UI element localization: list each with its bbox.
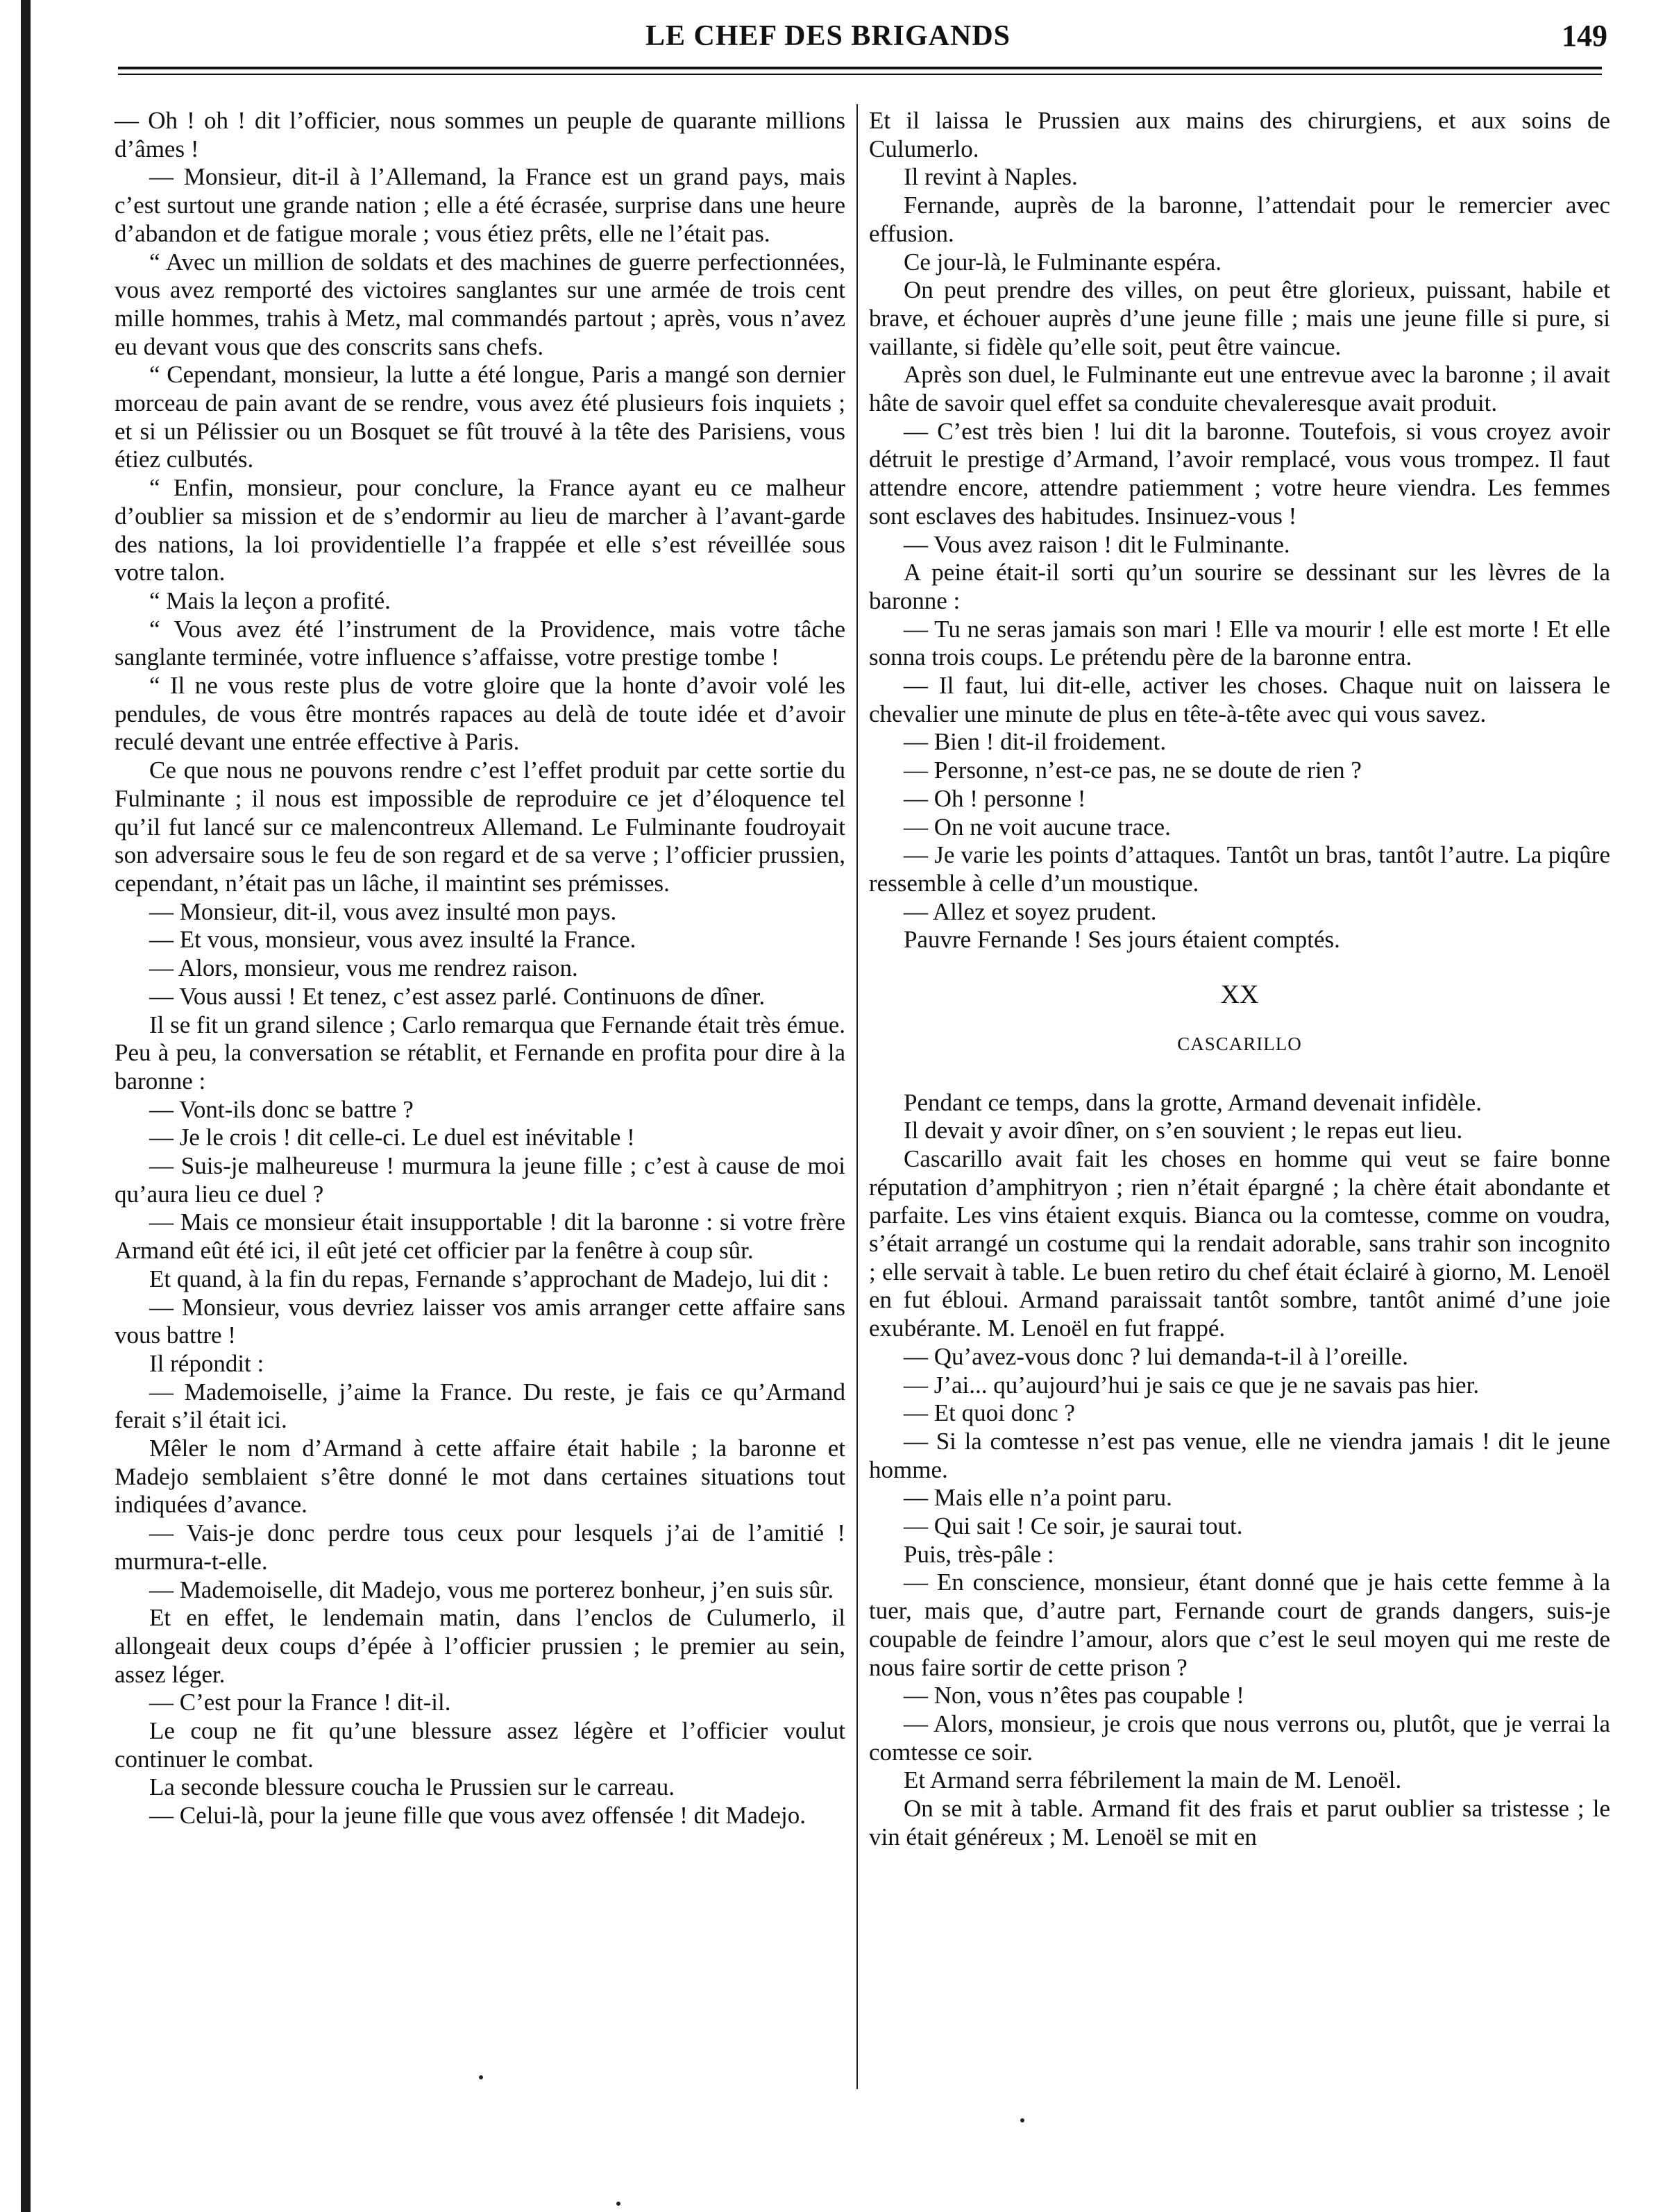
paragraph: — Qu’avez-vous donc ? lui demanda-t-il à l’oreille. <box>904 1342 1408 1370</box>
paragraph: Il répondit : <box>149 1349 264 1377</box>
paragraph: — En conscience, monsieur, étant donné que je hais cette femme à la tuer, mais que, d’autre part, Fernande court de grands dangers, suis-je coupable de feindre l’amour, alors que c’est le seul moyen qui me reste de nous faire sortir de cette prison ? <box>869 1569 1610 1681</box>
chapter-number: XX <box>1220 980 1259 1010</box>
paragraph: — Celui-là, pour la jeune fille que vous avez offensée ! dit Madejo. <box>149 1802 806 1830</box>
paragraph: — Mais elle n’a point paru. <box>904 1484 1172 1512</box>
paragraph: Pendant ce temps, dans la grotte, Armand devenait infidèle. <box>904 1088 1482 1116</box>
paragraph: Cascarillo avait fait les choses en homme qui veut se faire bonne réputation d’amphitryon ; rien n’était épargné ; la chère était abondante et parfaite. Les vins étaient exquis. Bianca ou la comtesse, comme on voudra, s’était arrangé un costume qui la rendait adorable, sans trahir son incognito ; elle servait à table. Le buen retiro du chef était éclairé à giorno, M. Lenoël en fut ébloui. Armand paraissait tantôt sombre, tantôt animé d’une joie exubérante. M. Lenoël en fut frappé. <box>869 1145 1610 1342</box>
paragraph: — Allez et soyez prudent. <box>904 897 1157 925</box>
paragraph: Le coup ne fit qu’une blessure assez légère et l’officier voulut continuer le combat. <box>115 1717 845 1773</box>
column-divider <box>856 104 858 2089</box>
paragraph: — Monsieur, dit-il, vous avez insulté mon pays. <box>149 897 617 925</box>
paragraph: Il devait y avoir dîner, on s’en souvient ; le repas eut lieu. <box>904 1117 1463 1145</box>
paragraph: — Monsieur, dit-il à l’Allemand, la France est un grand pays, mais c’est surtout une grande nation ; elle a été écrasée, surprise dans une heure d’abandon et de fatigue morale ; vous étiez prêts, elle ne l’était pas. <box>115 163 845 247</box>
left-column <box>115 107 845 1830</box>
header-rule <box>118 67 1602 69</box>
paragraph: On se mit à table. Armand fit des frais et parut oublier sa tristesse ; le vin était généreux ; M. Lenoël se mit en <box>869 1795 1610 1850</box>
right-column <box>869 107 1610 1851</box>
paragraph: “ Il ne vous reste plus de votre gloire que la honte d’avoir volé les pendules, de vous être montrés rapaces au delà de toute idée et d’avoir reculé devant une entrée effective à Paris. <box>115 672 845 756</box>
paragraph: — Alors, monsieur, vous me rendrez raison. <box>149 954 578 982</box>
paragraph: — Il faut, lui dit-elle, activer les choses. Chaque nuit on laissera le chevalier une minute de plus en tête-à-tête avec qui vous savez. <box>869 672 1610 727</box>
paragraph: Et il laissa le Prussien aux mains des chirurgiens, et aux soins de Culumerlo. <box>869 107 1610 162</box>
paragraph: — C’est pour la France ! dit-il. <box>149 1689 451 1716</box>
paragraph: Il se fit un grand silence ; Carlo remarqua que Fernande était très émue. Peu à peu, la conversation se rétablit, et Fernande en profita pour dire à la baronne : <box>115 1011 845 1095</box>
paragraph: Après son duel, le Fulminante eut une entrevue avec la baronne ; il avait hâte de savoir quel effet sa conduite chevaleresque avait produit. <box>869 361 1610 417</box>
paragraph: Il revint à Naples. <box>904 163 1078 191</box>
paragraph: Et quand, à la fin du repas, Fernande s’approchant de Madejo, lui dit : <box>149 1265 829 1292</box>
paragraph: Mêler le nom d’Armand à cette affaire était habile ; la baronne et Madejo semblaient s’être donné le mot dans certaines situations tout indiquées d’avance. <box>115 1435 845 1519</box>
paragraph: — Tu ne seras jamais son mari ! Elle va mourir ! elle est morte ! Et elle sonna trois coups. Le prétendu père de la baronne entra. <box>869 615 1610 671</box>
ink-speck <box>479 2075 483 2079</box>
paragraph: Fernande, auprès de la baronne, l’attendait pour le remercier avec effusion. <box>869 192 1610 247</box>
paragraph: — Vous aussi ! Et tenez, c’est assez parlé. Continuons de dîner. <box>149 982 766 1010</box>
paragraph: — Alors, monsieur, je crois que nous verrons ou, plutôt, que je verrai la comtesse ce soir. <box>869 1709 1610 1766</box>
paragraph: — On ne voit aucune trace. <box>904 813 1171 841</box>
paragraph: — Et quoi donc ? <box>904 1399 1075 1427</box>
running-header-title: LE CHEF DES BRIGANDS <box>645 20 1011 52</box>
paragraph: “ Vous avez été l’instrument de la Providence, mais votre tâche sanglante terminée, votre influence s’affaisse, votre prestige tombe ! <box>115 615 845 671</box>
paragraph: — Vont-ils donc se battre ? <box>149 1095 414 1123</box>
paragraph: — Mademoiselle, dit Madejo, vous me porterez bonheur, j’en suis sûr. <box>149 1576 834 1603</box>
paragraph: — Monsieur, vous devriez laisser vos amis arranger cette affaire sans vous battre ! <box>115 1293 845 1349</box>
page-number: 149 <box>1562 19 1607 53</box>
ink-speck <box>616 2202 620 2206</box>
paragraph: Et en effet, le lendemain matin, dans l’enclos de Culumerlo, il allongeait deux coups d’épée à l’officier prussien ; le premier au sein, assez léger. <box>115 1604 845 1688</box>
paragraph: — C’est très bien ! lui dit la baronne. Toutefois, si vous croyez avoir détruit le prestige d’Armand, l’avoir remplacé, vous vous trompez. Il faut attendre encore, attendre patiemment ; votre heure viendra. Les femmes sont esclaves des habitudes. Insinuez-vous ! <box>869 417 1610 530</box>
paragraph: “ Mais la leçon a profité. <box>149 586 391 614</box>
paragraph: — Et vous, monsieur, vous avez insulté la France. <box>149 926 636 954</box>
paragraph: — Suis-je malheureuse ! murmura la jeune fille ; c’est à cause de moi qu’aura lieu ce duel ? <box>115 1152 845 1208</box>
paragraph: — Vous avez raison ! dit le Fulminante. <box>904 530 1290 558</box>
paragraph: “ Avec un million de soldats et des machines de guerre perfectionnées, vous avez remporté des victoires sanglantes sur une armée de trois cent mille hommes, trahis à Metz, mal commandés partout ; après, vous n’avez eu devant vous que des conscrits sans chefs. <box>115 248 845 360</box>
paragraph: — Mademoiselle, j’aime la France. Du reste, je fais ce qu’Armand ferait s’il était ici. <box>115 1378 845 1434</box>
paragraph: — Mais ce monsieur était insupportable ! dit la baronne : si votre frère Armand eût été ici, il eût jeté cet officier par la fenêtre à coup sûr. <box>115 1208 845 1265</box>
paragraph: — Bien ! dit-il froidement. <box>904 728 1167 756</box>
paragraph: Ce jour-là, le Fulminante espéra. <box>904 248 1222 276</box>
chapter-title: CASCARILLO <box>1177 1033 1302 1054</box>
paragraph: — Vais-je donc perdre tous ceux pour lesquels j’ai de l’amitié ! murmura-t-elle. <box>115 1519 845 1575</box>
paragraph: Puis, très-pâle : <box>904 1540 1054 1568</box>
header-rule-thin <box>118 74 1602 75</box>
paragraph: “ Enfin, monsieur, pour conclure, la France ayant eu ce malheur d’oublier sa mission et de s’endormir au lieu de marcher à l’avant-garde des nations, la loi providentielle l’a frappée et elle s’est réveillée sous votre talon. <box>115 474 845 586</box>
paragraph: — Je varie les points d’attaques. Tantôt un bras, tantôt l’autre. La piqûre ressemble à celle d’un moustique. <box>869 841 1610 897</box>
paragraph: — Si la comtesse n’est pas venue, elle ne viendra jamais ! dit le jeune homme. <box>869 1427 1610 1483</box>
paragraph: — Je le crois ! dit celle-ci. Le duel est inévitable ! <box>149 1124 635 1151</box>
paragraph: La seconde blessure coucha le Prussien sur le carreau. <box>149 1773 675 1801</box>
paragraph: — Non, vous n’êtes pas coupable ! <box>904 1682 1244 1709</box>
paragraph: Pauvre Fernande ! Ses jours étaient comptés. <box>904 926 1340 954</box>
paragraph: On peut prendre des villes, on peut être glorieux, puissant, habile et brave, et échouer auprès d’une jeune fille ; mais une jeune fille si pure, si vaillante, si fidèle qu’elle soit, peut être vaincue. <box>869 276 1610 360</box>
paragraph: Ce que nous ne pouvons rendre c’est l’effet produit par cette sortie du Fulminante ; il nous est impossible de reproduire ce jet d’éloquence tel qu’il fut lancé sur ce malencontreux Allemand. Le Fulminante foudroyait son adversaire sous le feu de son regard et de sa verve ; l’officier prussien, cependant, n’était pas un lâche, il maintint ses prémisses. <box>115 757 845 897</box>
page-binding-edge <box>21 0 31 2212</box>
paragraph: — J’ai... qu’aujourd’hui je sais ce que je ne savais pas hier. <box>904 1371 1480 1399</box>
paragraph: — Oh ! personne ! <box>904 784 1086 812</box>
paragraph: Et Armand serra fébrilement la main de M. Lenoël. <box>904 1766 1402 1794</box>
paragraph: — Qui sait ! Ce soir, je saurai tout. <box>904 1512 1243 1540</box>
ink-speck <box>1020 2118 1024 2122</box>
paragraph: A peine était-il sorti qu’un sourire se dessinant sur les lèvres de la baronne : <box>869 559 1610 614</box>
paragraph: — Oh ! oh ! dit l’officier, nous sommes un peuple de quarante millions d’âmes ! <box>115 107 845 162</box>
paragraph: — Personne, n’est-ce pas, ne se doute de rien ? <box>904 757 1362 784</box>
paragraph: “ Cependant, monsieur, la lutte a été longue, Paris a mangé son dernier morceau de pain avant de se rendre, vous avez été plusieurs fois inquiets ; et si un Pélissier ou un Bosquet se fût trouvé à la tête des Parisiens, vous étiez culbutés. <box>115 361 845 473</box>
